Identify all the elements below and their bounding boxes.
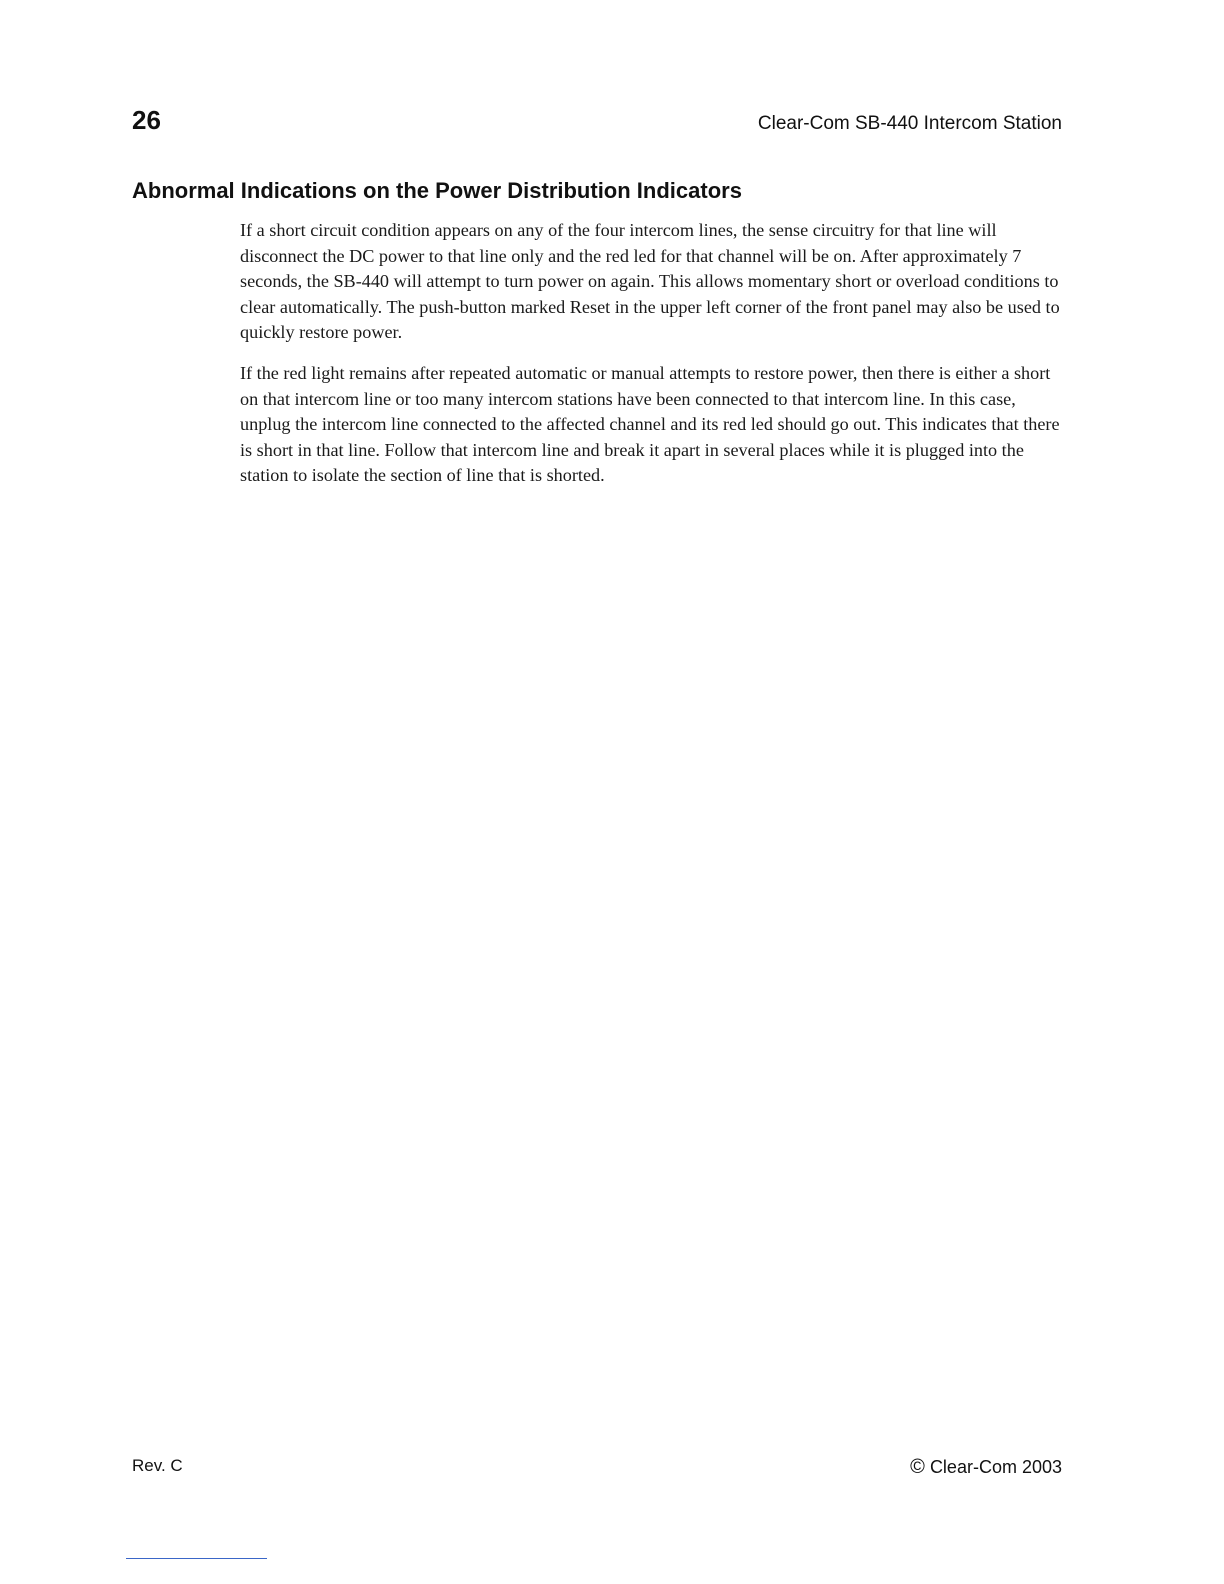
page-number: 26 xyxy=(132,105,161,135)
paragraph-short-circuit: If a short circuit condition appears on any of the four intercom lines, the sense circuitry for that line will disconnect the DC power to that line only and the red led for that channel will be on. After approximately 7 seconds, the SB-440 will attempt to turn power on again. This allows momentary short or overload conditions to clear automatically. The push-button marked Reset in the upper left corner of the front panel may also be used to quickly restore power. xyxy=(240,220,1060,343)
footer-revision: Rev. C xyxy=(132,1456,183,1475)
copyright-icon: © xyxy=(910,1456,925,1478)
bottom-rule xyxy=(126,1558,267,1559)
section-heading: Abnormal Indications on the Power Distribution Indicators xyxy=(132,178,742,203)
paragraph-red-light: If the red light remains after repeated automatic or manual attempts to restore power, then there is either a short on that intercom line or too many intercom stations have been connected to that intercom line. In this case, unplug the intercom line connected to the affected channel and its red led should go out. This indicates that there is short in that line. Follow that intercom line and break it apart in several places while it is plugged into the station to isolate the section of line that is shorted. xyxy=(240,362,1060,486)
running-header-title: Clear-Com SB-440 Intercom Station xyxy=(757,113,1062,134)
section-body xyxy=(240,218,1066,504)
footer-copyright xyxy=(910,1456,1062,1478)
copyright-text: Clear-Com 2003 xyxy=(929,1457,1062,1477)
